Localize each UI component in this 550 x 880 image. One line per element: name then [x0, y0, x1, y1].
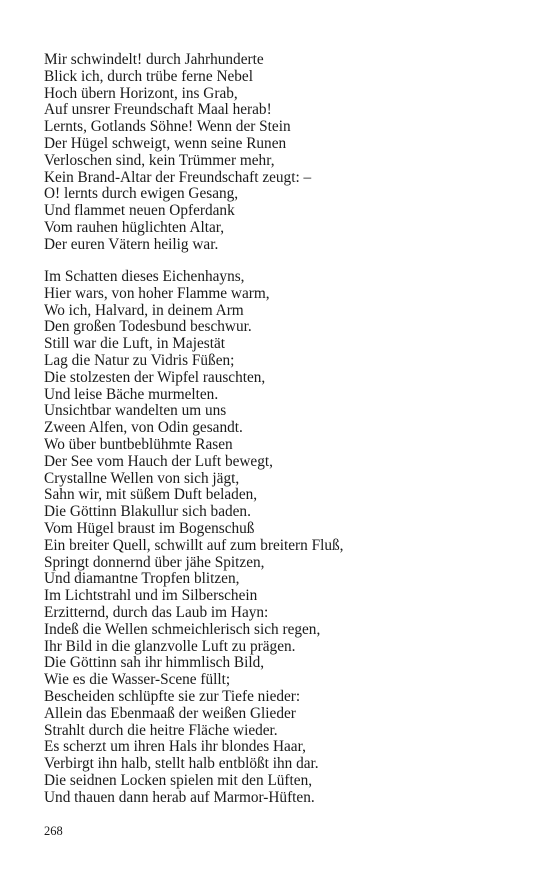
poem-line: Und flammet neuen Opferdank — [44, 202, 235, 220]
poem-line: Lernts, Gotlands Söhne! Wenn der Stein — [44, 118, 291, 136]
poem-line: Sahn wir, mit süßem Duft beladen, — [44, 486, 258, 504]
page-number: 268 — [44, 824, 63, 838]
poem-line: Hoch übern Horizont, ins Grab, — [44, 84, 238, 102]
poem-line: Wo über buntbeblühmte Rasen — [44, 435, 233, 453]
stanza-1 — [44, 52, 514, 254]
poem-line: Und diamantne Tropfen blitzen, — [44, 570, 240, 588]
poem-line: Wo ich, Halvard, in deinem Arm — [44, 301, 244, 319]
poem-line: Ihr Bild in die glanzvolle Luft zu prägen. — [44, 637, 296, 655]
poem-line: Der See vom Hauch der Luft bewegt, — [44, 452, 273, 470]
poem-line: Die Göttinn sah ihr himmlisch Bild, — [44, 654, 265, 672]
poem-line: Auf unsrer Freundschaft Maal herab! — [44, 101, 272, 119]
poem-line: Indeß die Wellen schmeichlerisch sich regen, — [44, 620, 321, 638]
poem-line: Im Lichtstrahl und im Silberschein — [44, 587, 258, 605]
poem-line: Mir schwindelt! durch Jahrhunderte — [44, 51, 264, 68]
poem-line: Erzitternd, durch das Laub im Hayn: — [44, 603, 269, 621]
poem-line: Die seidnen Locken spielen mit den Lüften, — [44, 771, 313, 789]
poem-line: Bescheiden schlüpfte sie zur Tiefe nieder: — [44, 687, 301, 705]
poem-line: Die stolzesten der Wipfel rauschten, — [44, 368, 266, 386]
poem-line: Unsichtbar wandelten um uns — [44, 402, 227, 420]
poem-line: Crystallne Wellen von sich jägt, — [44, 469, 240, 487]
poem-line: Vom rauhen hüglichten Altar, — [44, 218, 225, 236]
poem-line: Es scherzt um ihren Hals ihr blondes Haar, — [44, 738, 306, 756]
poem-line: Blick ich, durch trübe ferne Nebel — [44, 67, 253, 85]
poem-line: Im Schatten dieses Eichenhayns, — [44, 268, 245, 285]
poem-line: Den großen Todesbund beschwur. — [44, 318, 252, 336]
poem-line: Kein Brand-Altar der Freundschaft zeugt: – — [44, 168, 312, 186]
poem-line: O! lernts durch ewigen Gesang, — [44, 185, 239, 203]
poem-line: Die Göttinn Blakullur sich baden. — [44, 503, 251, 521]
poem-line: Springt donnernd über jähe Spitzen, — [44, 553, 265, 571]
poem-line: Und thauen dann herab auf Marmor-Hüften. — [44, 788, 315, 806]
poem-line: Und leise Bäche murmelten. — [44, 385, 219, 403]
poem-line: Still war die Luft, in Majestät — [44, 335, 225, 353]
poem-line: Verloschen sind, kein Trümmer mehr, — [44, 151, 275, 169]
stanza-2 — [44, 269, 514, 807]
poem-line: Der euren Vätern heilig war. — [44, 235, 219, 253]
poem-line: Ein breiter Quell, schwillt auf zum breitern Fluß, — [44, 536, 344, 554]
poem-line: Allein das Ebenmaaß der weißen Glieder — [44, 704, 296, 722]
poem-line: Der Hügel schweigt, wenn seine Runen — [44, 134, 287, 152]
poem-line: Lag die Natur zu Vidris Füßen; — [44, 351, 235, 369]
poem-line: Zween Alfen, von Odin gesandt. — [44, 419, 243, 437]
poem-line: Strahlt durch die heitre Fläche wieder. — [44, 721, 278, 739]
poem-line: Vom Hügel braust im Bogenschuß — [44, 519, 255, 537]
poem-line: Hier wars, von hoher Flamme warm, — [44, 284, 270, 302]
poem-line: Wie es die Wasser-Scene füllt; — [44, 671, 231, 689]
poem-line: Verbirgt ihn halb, stellt halb entblößt ihn dar. — [44, 755, 319, 773]
